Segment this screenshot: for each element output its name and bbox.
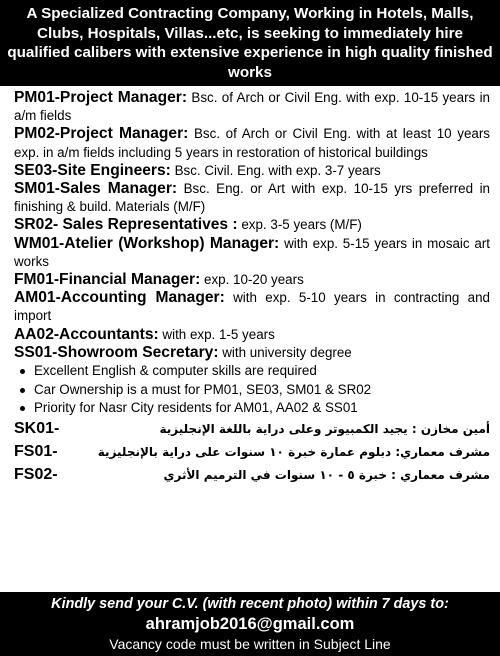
job-description: with university degree xyxy=(218,344,352,360)
job-code: SK01- xyxy=(14,419,60,437)
job-item-wm01 xyxy=(14,235,490,271)
contact-email[interactable]: ahramjob2016@gmail.com xyxy=(145,615,355,633)
job-item-sk01 xyxy=(14,418,490,441)
job-item-sr02 xyxy=(14,216,490,234)
job-code: PM02-Project Manager: xyxy=(14,125,189,143)
job-code: SE03-Site Engineers: xyxy=(14,161,171,179)
job-code: FM01-Financial Manager: xyxy=(14,271,201,289)
job-code: FS02- xyxy=(14,465,58,483)
job-code: SS01-Showroom Secretary: xyxy=(14,343,219,361)
job-item-pm02 xyxy=(14,125,490,161)
job-description-arabic: مشرف معماري: دبلوم عمارة خبرة ١٠ سنوات على دراية بالإنجليزية xyxy=(97,444,490,459)
job-code: WM01-Atelier (Workshop) Manager: xyxy=(14,234,280,252)
job-code: PM01-Project Manager: xyxy=(14,89,188,106)
list-item: Car Ownership is a must for PM01, SE03, SM01 & SR02 xyxy=(20,381,490,400)
job-code: SR02- Sales Representatives : xyxy=(14,216,238,234)
bullet-icon xyxy=(20,388,25,393)
bullet-icon xyxy=(20,406,25,411)
job-item-ss01 xyxy=(14,344,490,362)
list-item: Excellent English & computer skills are required xyxy=(20,362,490,381)
job-code: AA02-Accountants: xyxy=(14,325,159,343)
job-item-sm01 xyxy=(14,180,490,216)
job-item-pm01 xyxy=(14,89,490,125)
requirements-list xyxy=(14,362,490,418)
job-description: Bsc. Civil. Eng. with exp. 3-7 years xyxy=(170,162,381,178)
job-listings xyxy=(0,86,500,487)
job-item-fs02 xyxy=(14,464,490,487)
bullet-icon xyxy=(20,369,25,374)
job-item-fs01 xyxy=(14,441,490,464)
job-description: Bsc. Eng. or Art with exp. 10-15 yrs preferred in finishing & build. Materials (M/F) xyxy=(14,181,490,215)
job-description-arabic: أمين مخازن : يجيد الكمبيوتر وعلى دراية باللغة الإنجليزية xyxy=(159,421,490,436)
job-item-se03 xyxy=(14,162,490,180)
job-description: with exp. 5-10 years in contracting and import xyxy=(14,290,490,324)
job-description: Bsc. of Arch or Civil Eng. with at least 10 years exp. in a/m fields including 5 years in restoration of historical buildings xyxy=(14,126,490,160)
job-description: exp. 10-20 years xyxy=(200,272,304,288)
list-item: Priority for Nasr City residents for AM01, AA02 & SS01 xyxy=(20,399,490,418)
job-description: Bsc. of Arch or Civil Eng. with exp. 10-15 years in a/m fields xyxy=(14,90,490,124)
send-cv-instruction: Kindly send your C.V. (with recent photo) within 7 days to: xyxy=(51,596,449,612)
header-text: A Specialized Contracting Company, Working in Hotels, Malls, Clubs, Hospitals, Villas...etc, is seeking to immediately hire qualified calibers with extensive experience in high quality finished works xyxy=(7,5,493,81)
job-description: exp. 3-5 years (M/F) xyxy=(237,217,362,233)
job-description-arabic: مشرف معماري : خبرة ٥ - ١٠ سنوات في الترميم الأثري xyxy=(163,467,490,482)
subject-line-note: Vacancy code must be written in Subject Line xyxy=(109,636,391,652)
job-item-fm01 xyxy=(14,271,490,289)
job-item-am01 xyxy=(14,289,490,325)
job-item-aa02 xyxy=(14,326,490,344)
job-description: with exp. 1-5 years xyxy=(158,326,275,342)
job-code: AM01-Accounting Manager: xyxy=(14,289,225,307)
job-code: SM01-Sales Manager: xyxy=(14,180,178,198)
header-banner xyxy=(0,0,500,86)
job-code: FS01- xyxy=(14,442,58,460)
footer-banner xyxy=(0,592,500,656)
job-description: with exp. 5-15 years in mosaic art works xyxy=(14,235,490,269)
